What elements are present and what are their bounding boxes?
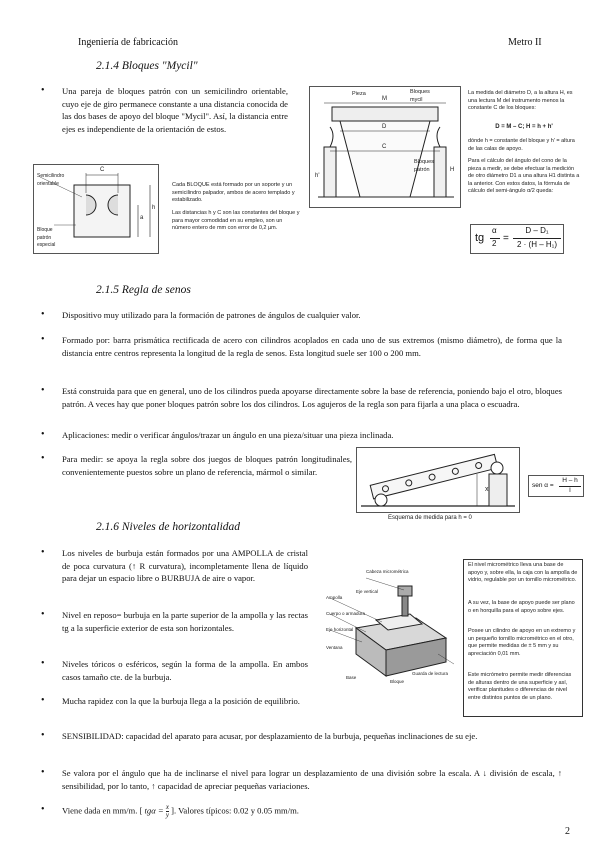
header-left: Ingeniería de fabricación bbox=[78, 37, 178, 48]
figure-mycil-block bbox=[33, 164, 159, 254]
bullet-niveles-2: • Nivel en reposo= burbuja en la parte superior de la ampolla y las rectas tg a la superficie exterior de esta son horizontales. bbox=[62, 609, 308, 634]
formula-sin-lhs: sen α = bbox=[532, 482, 554, 489]
bullet-niveles-1: • Los niveles de burbuja están formados por una AMPOLLA de cristal de poca curvatura (↑ R curvatura), incompletamente llena de líquido para dejar un espacio libre o BURBUJA de aire o vapor. bbox=[62, 547, 308, 585]
unidades-tg: tgα = bbox=[144, 805, 164, 816]
caption-cone-1: La medida del diámetro D, a la altura H, es una lectura M del instrumento menos la constante C de los bloques: bbox=[468, 90, 573, 112]
unidades-x: x bbox=[165, 803, 169, 811]
formula-den: 2 · (H – H₁) bbox=[516, 240, 558, 249]
caption-mycil-1: Cada BLOQUE está formado por un soporte y un semicilindro palpador, ambos de acero templado y estabilizado. bbox=[172, 182, 295, 204]
bullet-senos-3: • Está construida para que en general, uno de los cilindros pueda apoyarse directamente sobre la base de referencia, poniendo bajo el otro, bloques patrón. A veces hay que poner bloques patrón sobre los dos cilindros. Los agujeros de la regla son para fijarla a una placa o escuadra. bbox=[62, 385, 562, 410]
label-level-4: Eje horizontal bbox=[326, 627, 354, 632]
level-caption-1: El nivel micrométrico lleva una base de apoyo y, sobre ella, la caja con la ampolla de vidrio, regulable por un tornillo micrométrico. bbox=[468, 562, 578, 584]
figure-level bbox=[326, 558, 456, 688]
label-semicilindro: Semicilindro orientable bbox=[37, 173, 65, 187]
unidades-post: ]. Valores típicos: 0.02 y 0.05 mm/m. bbox=[171, 805, 299, 816]
formula-d: D = M – C; H = h + h' bbox=[495, 124, 553, 130]
label-bloque-patron: Bloque patrón especial bbox=[37, 227, 56, 249]
label-bloques-patron: Bloques patrón bbox=[414, 159, 434, 173]
label-m: M bbox=[382, 96, 387, 102]
caption-cone-3: Para el cálculo del ángulo del cono de la pieza a medir, se debe efectuar la medición de otro diámetro D1 a una altura H1 distinta a la anterior. Con estos datos, la fórmula de cálculo del semi-ángulo α/2 queda: bbox=[468, 158, 580, 195]
sine-bar-drawing bbox=[357, 448, 519, 512]
label-level-7: Bloque bbox=[390, 679, 405, 684]
label-level-6: Base bbox=[346, 675, 357, 680]
label-level-2: Ampolla bbox=[326, 595, 343, 600]
bullet-senos-5: • Para medir: se apoya la regla sobre dos juegos de bloques patrón longitudinales, convenientemente puestos sobre un plano de referencia, mármol o similar. bbox=[62, 453, 352, 478]
label-a: a bbox=[140, 215, 144, 221]
bullet-valoracion: • Se valora por el ángulo que ha de inclinarse el nivel para lograr un desplazamiento de una división sobre la escala. A ↓ división de escala, ↑ sensibilidad, por lo tanto, ↑ capacidad de apreciar pequeñas variaciones. bbox=[62, 767, 562, 792]
label-pieza: Pieza bbox=[352, 91, 366, 97]
formula-sin-num: H – h bbox=[562, 477, 578, 484]
label-h-total: H bbox=[450, 167, 455, 173]
formula-tg: tg bbox=[475, 232, 485, 244]
bullet-senos-4: • Aplicaciones: medir o verificar ángulos/trazar un ángulo en una pieza/situar una pieza inclinada. bbox=[62, 429, 562, 442]
label-c: C bbox=[382, 144, 387, 150]
caption-mycil-2: Las distancias h y C son las constantes del bloque y para mayor comodidad en su empleo, son un número entero de mm con error de 0,2 µm. bbox=[172, 210, 300, 232]
formula-alpha: α bbox=[492, 226, 497, 235]
unidades-y: y bbox=[165, 811, 169, 819]
label-level-8: Guarda de lectura bbox=[412, 671, 449, 676]
figure-sine-bar bbox=[356, 447, 520, 513]
figure-mycil-cone bbox=[309, 86, 461, 208]
level-caption-2: A su vez, la base de apoyo puede ser plano o en horquilla para el apoyo sobre ejes. bbox=[468, 600, 575, 614]
formula-sin-box bbox=[528, 475, 584, 497]
formula-tg-box: tg α 2 = D – D₁ 2 · (H – H₁) bbox=[470, 224, 564, 254]
label-h: h bbox=[152, 205, 156, 211]
formula-num: D – D₁ bbox=[525, 226, 549, 235]
bullet-mycil: • Una pareja de bloques patrón con un semicilindro orientable, cuyo eje de giro permanece constante a una distancia conocida de las dos bases de apoyo del bloque "Mycil". Así, la distancia entre ejes es independiente de la orientación de estos. bbox=[62, 85, 288, 135]
formula-sin-den: l bbox=[569, 487, 571, 494]
page-number: 2 bbox=[565, 826, 570, 837]
label-c: C bbox=[100, 167, 105, 173]
label-h-prime: h' bbox=[315, 173, 320, 179]
label-level-1: Eje vertical bbox=[356, 589, 379, 594]
level-caption-3: Posee un cilindro de apoyo en un extremo y un pequeño tornillo micrométrico en el otro, que permite medidas de ± 5 mm y su apreciación 0,01 mm. bbox=[468, 628, 576, 657]
bullet-niveles-3: • Niveles tóricos o esféricos, según la forma de la ampolla. En ambos casos tamaño cte. de la burbuja. bbox=[62, 658, 308, 683]
label-level-5: Ventana bbox=[326, 645, 343, 650]
bullet-niveles-4: • Mucha rapidez con la que la burbuja llega a la posición de equilibrio. bbox=[62, 695, 308, 708]
level-description-box bbox=[463, 559, 583, 717]
section-title-216: 2.1.6 Niveles de horizontalidad bbox=[96, 521, 241, 533]
label-d: D bbox=[382, 124, 387, 130]
bullet-senos-1: • Dispositivo muy utilizado para la formación de patrones de ángulos de cualquier valor. bbox=[62, 309, 562, 322]
level-caption-4: Este micrómetro permite medir diferencias de alturas dentro de una superficie y así, verificar planitudes o diferencias de nivel entre distintos puntos de un plano. bbox=[468, 672, 572, 701]
caption-cone-2: dónde h = constante del bloque y h' = altura de las calas de apoyo. bbox=[468, 138, 575, 152]
label-bloques-mycil: Bloques mycil bbox=[410, 89, 430, 103]
section-title-214: 2.1.4 Bloques "Mycil" bbox=[96, 60, 198, 72]
bullet-sensibilidad: • SENSIBILIDAD: capacidad del aparato para acusar, por desplazamiento de la burbuja, pequeñas inclinaciones de su eje. bbox=[62, 730, 562, 743]
formula-two: 2 bbox=[492, 239, 497, 248]
section-title-215: 2.1.5 Regla de senos bbox=[96, 284, 191, 296]
header-right: Metro II bbox=[508, 37, 542, 48]
level-drawing bbox=[326, 558, 456, 688]
bullet-unidades bbox=[62, 804, 562, 819]
label-level-0: Cabeza micrométrica bbox=[366, 569, 409, 574]
label-x: x bbox=[485, 486, 489, 493]
bullet-senos-2: • Formado por: barra prismática rectificada de acero con cilindros acoplados en cada uno de sus extremos (mismo diámetro), de forma que la distancia entre centros representa la longitud de la regla de senos. Esta longitud suele ser 100 o 200 mm. bbox=[62, 334, 562, 359]
label-level-3: Cuerpo o armadura bbox=[326, 611, 366, 616]
caption-sine-bar: Esquema de medida para h = 0 bbox=[388, 515, 472, 521]
unidades-pre: Viene dada en mm/m. [ bbox=[62, 805, 143, 816]
